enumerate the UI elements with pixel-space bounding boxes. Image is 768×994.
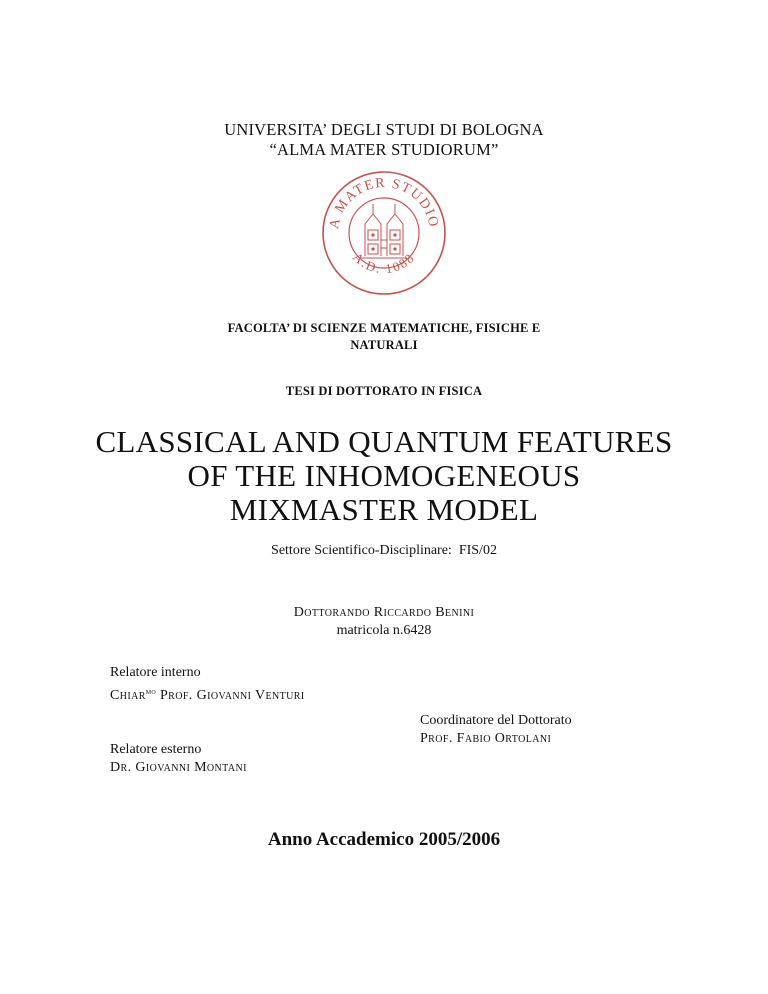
internal-supervisor-label: Relatore interno [110,665,201,680]
thesis-type: TESI DI DOTTORATO IN FISICA [285,384,483,398]
title-line-3: MIXMASTER MODEL [229,492,539,527]
thesis-title [0,425,768,527]
internal-supervisor [110,664,305,705]
faculty-line-2: NATURALI [350,338,418,352]
university-name: UNIVERSITA’ DEGLI STUDI DI BOLOGNA [224,120,544,139]
external-supervisor-label: Relatore esterno [110,742,202,757]
internal-supervisor-name: Prof. Giovanni Venturi [156,688,305,703]
faculty-line-1: FACOLTA’ DI SCIENZE MATEMATICHE, FISICHE E [227,321,541,335]
university-seal-icon [321,170,447,296]
external-supervisor-name: Dr. Giovanni Montani [110,760,247,775]
coordinator-label: Coordinatore del Dottorato [420,713,572,728]
phd-coordinator [420,712,572,748]
university-motto: “ALMA MATER STUDIORUM” [269,140,499,159]
external-supervisor [110,741,247,777]
svg-text:ALMA MATER STUDIORUM: A MATER STUDIO [327,175,441,231]
internal-supervisor-name-line [110,682,305,705]
svg-text:A.D. 1088: A.D. 1088 [350,249,418,277]
title-line-2: OF THE INHOMOGENEOUS [187,458,581,493]
candidate-name: Dottorando Riccardo Benini [293,605,475,620]
university-header [0,120,768,160]
coordinator-name: Prof. Fabio Ortolani [420,731,552,746]
candidate-matricola: matricola n.6428 [336,623,432,638]
faculty-name [0,320,768,354]
internal-supervisor-title-sup: mo [145,686,157,696]
academic-year: Anno Accademico 2005/2006 [267,829,501,850]
candidate-block [0,604,768,640]
scientific-sector: Settore Scientifico-Disciplinare: FIS/02 [271,543,497,558]
internal-supervisor-title: Chiar [110,688,146,703]
title-line-1: CLASSICAL AND QUANTUM FEATURES [95,424,673,459]
